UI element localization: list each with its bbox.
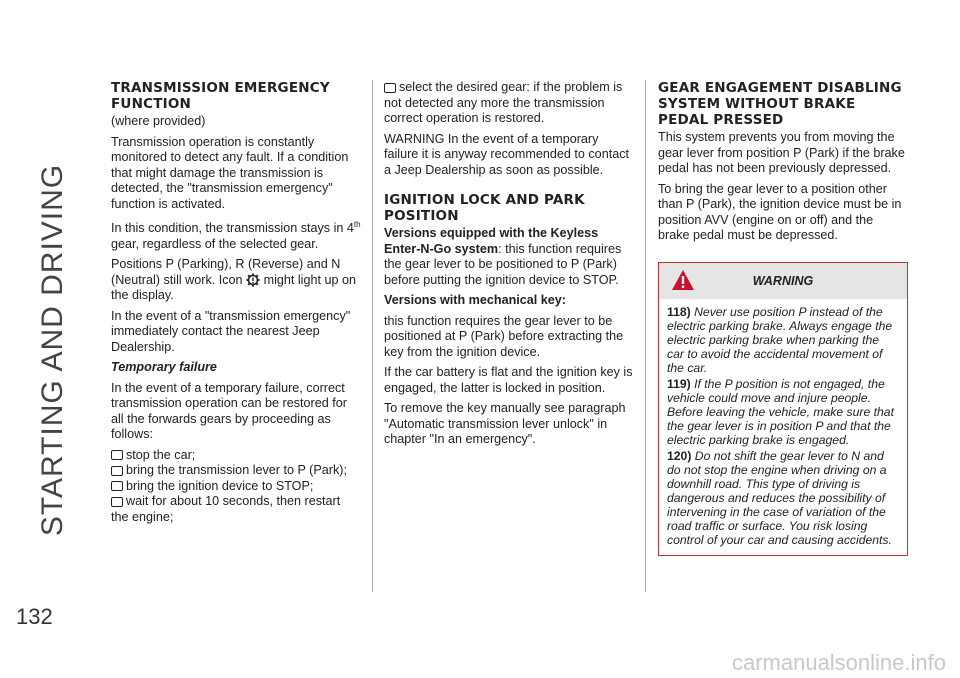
section-heading-ignition-lock: IGNITION LOCK AND PARK POSITION — [384, 192, 585, 224]
column-divider — [645, 80, 646, 592]
section-heading-gear-engagement: GEAR ENGAGEMENT DISABLING SYSTEM WITHOUT BRAKE PEDAL PRESSED — [658, 80, 902, 128]
column-divider — [372, 80, 373, 592]
paragraph: If the car battery is flat and the ignition key is engaged, the latter is locked in position. — [384, 365, 633, 395]
warning-box — [658, 262, 908, 556]
warning-body — [659, 299, 907, 555]
warning-item: 118) Never use position P instead of the electric parking brake. Always engage the electric parking brake when parking the car to avoid the accidental movement of the car. — [667, 304, 893, 375]
paragraph: This system prevents you from moving the gear lever from position P (Park) if the brake pedal has not been previously depressed. — [658, 130, 905, 175]
watermark: carmanualsonline.info — [731, 650, 946, 675]
list-item: stop the car; — [111, 448, 361, 464]
section-heading-transmission-emergency: TRANSMISSION EMERGENCY FUNCTION — [111, 80, 330, 112]
paragraph: Positions P (Parking), R (Reverse) and N (Neutral) still work. Icon might light up on the display. — [111, 257, 356, 303]
paragraph: Versions equipped with the Keyless Enter-N-Go system: this function requires the gear lever to be positioned to P (Park) before putting the ignition device to STOP. — [384, 226, 622, 287]
list-item: bring the ignition device to STOP; — [111, 479, 361, 495]
chapter-side-title: STARTING AND DRIVING — [36, 163, 69, 537]
warning-header — [659, 263, 907, 299]
mechanical-key-label: Versions with mechanical key: — [384, 293, 566, 307]
paragraph: this function requires the gear lever to be positioned at P (Park) before extracting the key from the ignition device. — [384, 313, 624, 359]
subheading-temporary-failure: Temporary failure — [111, 360, 217, 375]
warning-title: WARNING — [752, 273, 814, 288]
checkbox-bullet-icon — [111, 497, 123, 507]
checkbox-bullet-icon — [111, 466, 123, 476]
paragraph: In the event of a "transmission emergency" immediately contact the nearest Jeep Dealership. — [111, 308, 351, 354]
transmission-fault-icon — [246, 273, 260, 287]
provided-note: (where provided) — [111, 114, 206, 128]
page-number: 132 — [16, 604, 53, 629]
paragraph: Transmission operation is constantly monitored to detect any fault. If a condition that might damage the transmission is detected, the "transmission emergency" function is activated. — [111, 134, 349, 211]
checkbox-bullet-icon — [384, 83, 396, 93]
column-2 — [384, 80, 634, 453]
list-item: bring the transmission lever to P (Park); — [111, 463, 361, 479]
paragraph: To bring the gear lever to a position other than P (Park), the ignition device must be in position AVV (engine on or off) and the brake pedal must be depressed. — [658, 181, 902, 242]
paragraph: To remove the key manually see paragraph "Automatic transmission lever unlock" in chapter "In an emergency". — [384, 401, 626, 446]
checkbox-bullet-icon — [111, 450, 123, 460]
list-item: select the desired gear: if the problem is not detected any more the transmission correct operation is restored. — [384, 80, 623, 125]
column-1 — [111, 80, 361, 525]
keyless-label: Versions equipped with the Keyless Enter-N-Go system — [384, 226, 599, 256]
list-item: wait for about 10 seconds, then restart the engine; — [111, 494, 341, 524]
warning-note: WARNING In the event of a temporary failure it is anyway recommended to contact a Jeep Dealership as soon as possible. — [384, 131, 629, 177]
column-3 — [658, 80, 908, 556]
warning-item: 119) If the P position is not engaged, the vehicle could move and injure people. Before leaving the vehicle, make sure that the gear lever is in position P and that the electric parking brake is engaged. — [667, 376, 894, 447]
paragraph: In the event of a temporary failure, correct transmission operation can be restored for all the forwards gears by proceeding as follows: — [111, 380, 347, 442]
paragraph: In this condition, the transmission stays in 4th gear, regardless of the selected gear. — [111, 220, 361, 251]
checkbox-bullet-icon — [111, 481, 123, 491]
step-list — [111, 448, 361, 526]
warning-item: 120) Do not shift the gear lever to N and do not stop the engine when driving on a downhill road. This type of driving is dangerous and reduces the possibility of intervening in the case of variation of the road traffic or surface. You risk losing control of your car and causing accidents. — [667, 448, 892, 547]
